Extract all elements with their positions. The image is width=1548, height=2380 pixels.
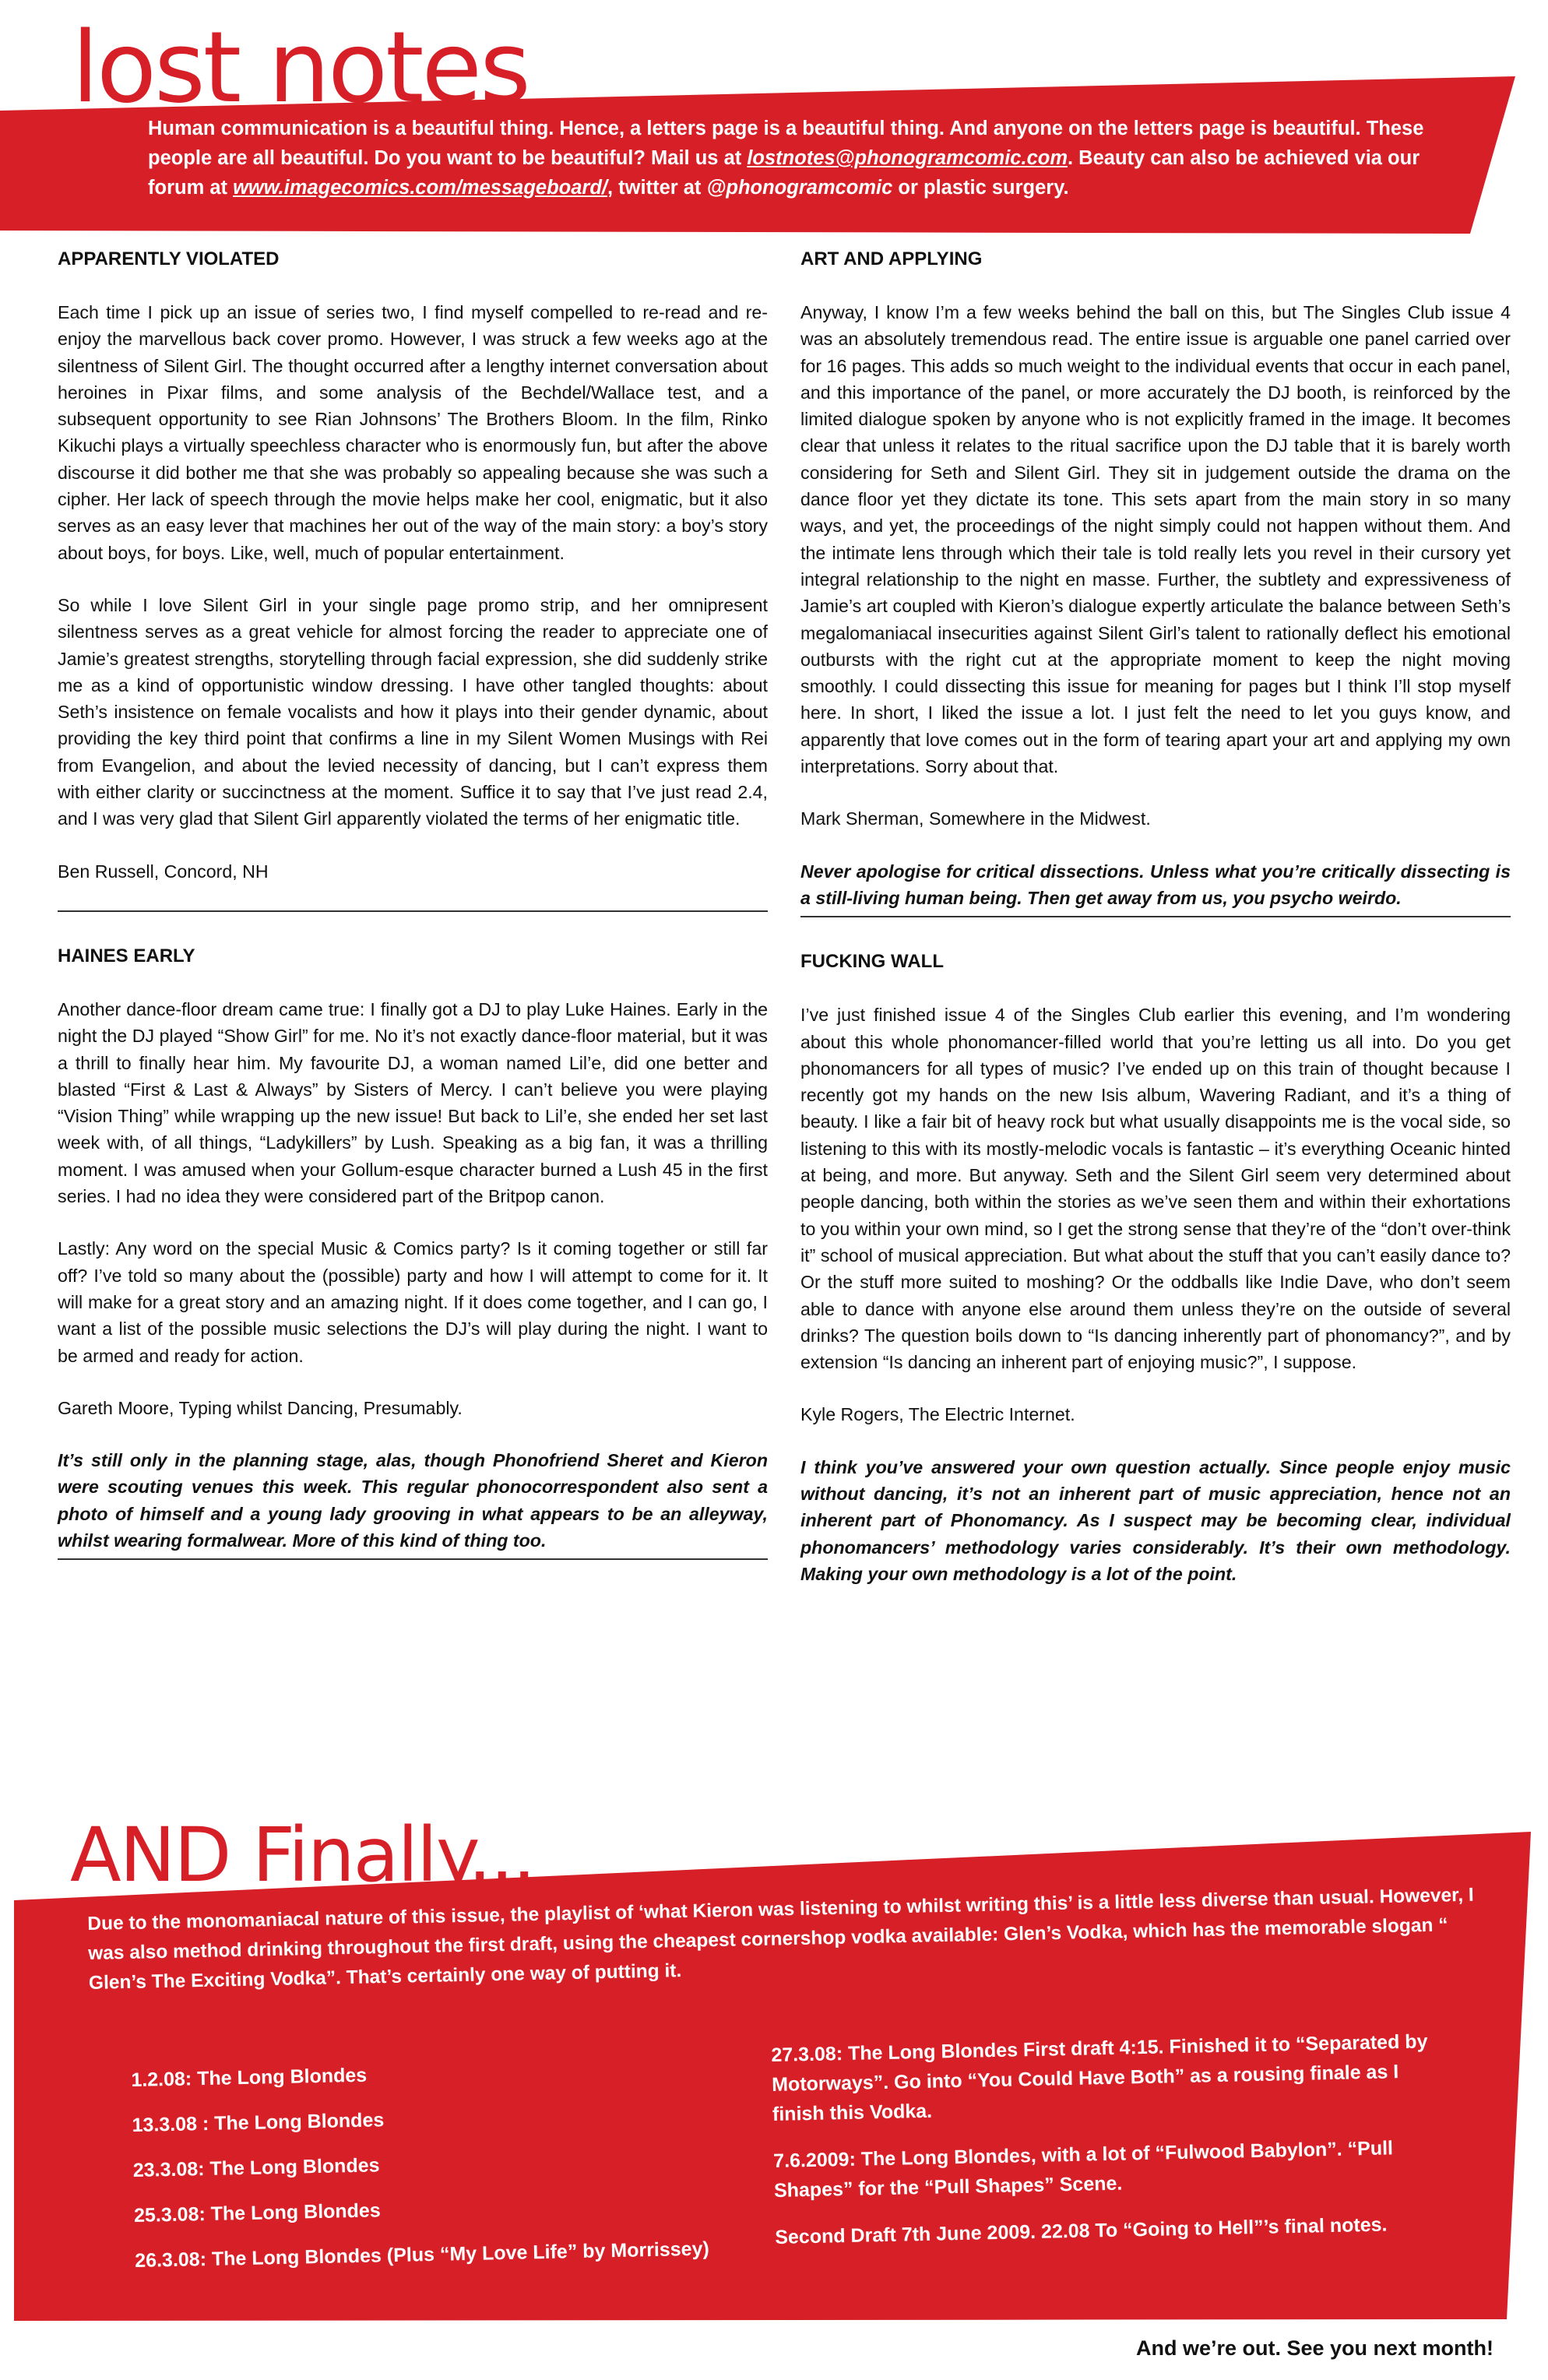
letter-title: ART AND APPLYING (800, 248, 983, 269)
section-divider (800, 916, 1511, 917)
header-intro (148, 114, 1433, 202)
playlist-entry: 1.2.08: The Long Blondes (131, 2064, 368, 2091)
intro-text: , twitter at (607, 177, 707, 199)
letter-paragraph: So while I love Silent Girl in your single page promo strip, and her omnipresent silentness serves as a great vehicle for almost forcing the reader to appreciate one of Jamie’s greatest strengths, storytelling through facial expression, she did suddenly strike me as a kind of opportunistic window dressing. I have other tangled thoughts: about Seth’s insistence on female vocalists and how it plays into their gender dynamic, about providing the key third point that confirms a line in my Silent Women Musings with Rei from Evangelion, and about the levied necessity of dancing, but I can’t express them with either clarity or succinctness at the moment. Suffice it to say that I’ve just read 2.4, and I was very glad that Silent Girl apparently violated the terms of her enigmatic title. (58, 594, 768, 829)
letter-paragraph: I’ve just finished issue 4 of the Singles Club earlier this evening, and I’m wondering about this whole phonomancer-filled world that you’re letting us all into. Do you get phonomancers for all types of music? I’ve ended up on this train of thought because I recently got my hands on the new Isis album, Wavering Radiant, and it’s a thing of beauty. I like a fair bit of heavy rock but what usually disappoints me is the vocal side, so listening to this with its mostly-melodic vocals is fantastic – it’s everything Oceanic hinted at being, and more. But anyway. Seth and the Silent Girl seem very determined about people dancing, both within the stories as we’ve seen them and within their exhortations to you within your own mind, so I get the strong sense that they’re of the “don’t over-think it” school of musical appreciation. But what about the stuff that you can’t easily dance to? Or the stuff more suited to moshing? Or the oddballs like Indie Dave, who don’t seem able to dance with anyone else around them unless they’re on the outside of several drinks? The question boils down to “Is dancing inherently part of phonomancy?”, and by extension “Is dancing an inherent part of enjoying music?”, I suppose. (800, 1005, 1511, 1373)
playlist-entry: 27.3.08: The Long Blondes First draft 4:15. Finished it to “Separated by Motorways”. Go into “You Could Have Both” as a rousing finale as I finish this Vodka. (771, 2030, 1428, 2125)
footer-signoff: And we’re out. See you next month! (1135, 2336, 1493, 2360)
letter-title: HAINES EARLY (58, 945, 195, 966)
editor-reply: I think you’ve answered your own question actually. Since people enjoy music without dancing, it’s not an inherent part of music appreciation, hence not an inherent part of Phonomancy. As I suspect may be becoming clear, individual phonomancers’ methodology varies considerably. It’s their own methodology. Making your own methodology is a lot of the point. (800, 1456, 1511, 1584)
letter-paragraph: Each time I pick up an issue of series two, I find myself compelled to re-read and re-enjoy the marvellous back cover promo. However, I was struck a few weeks ago at the silentness of Silent Girl. The thought occurred after a lengthy internet conversation about heroines in Pixar films, and some analysis of the Bechdel/Wallace test, and a subsequent opportunity to see Rian Johnsons’ The Brothers Bloom. In the film, Rinko Kikuchi plays a virtually speechless character who is enormously fun, but after the above discourse it did bother me that she was probably so appealing because she was such a cipher. Her lack of speech through the movie helps make her cool, enigmatic, but it also serves as an easy lever that machines her out of the way of the main story: a boy’s story about boys, for boys. Like, well, much of popular entertainment. (58, 302, 768, 563)
editor-reply: It’s still only in the planning stage, alas, though Phonofriend Sheret and Kieron were scouting venues this week. This regular phonocorrespondent also sent a photo of himself and a young lady grooving in what appears to be an alleyway, whilst wearing formalwear. More of this kind of thing too. (58, 1450, 768, 1551)
playlist-entry: 26.3.08: The Long Blondes (Plus “My Love Life” by Morrissey) (134, 2237, 710, 2272)
intro-text: or plastic surgery. (892, 177, 1069, 199)
letter-art-and-applying (800, 246, 1511, 917)
section-divider (58, 910, 768, 912)
page-title: lost notes (72, 10, 529, 125)
finally-intro: Due to the monomaniacal nature of this issue, the playlist of ‘what Kieron was listening to whilst writing this’ is a little less diverse than usual. However, I was also method drinking throughout the first draft, using the cheapest cornershop vodka available: Glen’s Vodka, which has the memorable slogan “ Glen’s The Exciting Vodka”. That’s certainly one way of putting it. (87, 1884, 1474, 1994)
letter-title: APPARENTLY VIOLATED (58, 248, 280, 269)
letter-signature: Kyle Rogers, The Electric Internet. (800, 1404, 1075, 1425)
right-column (800, 246, 1511, 1592)
letter-signature: Mark Sherman, Somewhere in the Midwest. (800, 808, 1151, 829)
forum-link[interactable]: www.imagecomics.com/messageboard/ (233, 177, 607, 199)
intro-text: Human communication is a beautiful thing. Hence, a letters page is a beautiful thing. And anyone on the letters page is beautiful. These people are all beautiful. Do you want to be beautiful? Mail us at (148, 118, 1424, 169)
intro-text: . Beauty can also be achieved via our forum at (148, 147, 1420, 199)
twitter-handle: @phonogramcomic (706, 177, 893, 199)
playlist-entry: 7.6.2009: The Long Blondes, with a lot of “Fulwood Babylon”. “Pull Shapes” for the “Pull Shapes” Scene. (772, 2137, 1394, 2202)
playlist-entry: 23.3.08: The Long Blondes (132, 2154, 380, 2181)
letter-haines-early (58, 943, 768, 1560)
letter-body (58, 996, 768, 1369)
letter-body (58, 299, 768, 833)
letter-body (800, 1002, 1511, 1375)
playlist-entry: 25.3.08: The Long Blondes (133, 2199, 381, 2227)
playlist-entry: 13.3.08 : The Long Blondes (132, 2109, 385, 2136)
playlist-entry: Second Draft 7th June 2009. 22.08 To “Going to Hell”’s final notes. (775, 2213, 1388, 2248)
letter-paragraph: Lastly: Any word on the special Music & Comics party? Is it coming together or still far off? I’ve told so many about the (possible) party and how I will attempt to come for it. It will make for a great story and an amazing night. If it does come together, and I can go, I want a list of the possible music selections the DJ’s will play during the night. I want to be armed and ready for action. (58, 1238, 768, 1366)
letter-paragraph: Another dance-floor dream came true: I finally got a DJ to play Luke Haines. Early in the night the DJ played “Show Girl” for me. No it’s not exactly dance-floor material, but it was a thrill to finally hear him. My favourite DJ, a woman named Lil’e, did one better and blasted “First & Last & Always” by Sisters of Mercy. I can’t believe you were playing “Vision Thing” while wrapping up the new issue! But back to Lil’e, she ended her set last week with, of all things, “Ladykillers” by Lush. Speaking as a big fan, it was a thrilling moment. I was amused when your Gollum-esque character burned a Lush 45 in the first series. I had no idea they were considered part of the Britpop canon. (58, 998, 768, 1207)
letter-title: FUCKING WALL (800, 951, 944, 973)
letter-fucking-wall (800, 949, 1511, 1587)
email-link[interactable]: lostnotes@phonogramcomic.com (747, 147, 1068, 169)
letter-apparently-violated (58, 246, 768, 912)
playlist-left (131, 2053, 727, 2291)
letter-body (800, 299, 1511, 780)
left-column (58, 246, 768, 1591)
playlist-right (771, 2026, 1453, 2269)
letter-signature: Ben Russell, Concord, NH (58, 861, 269, 882)
editor-reply: Never apologise for critical dissections. Unless what you’re critically dissecting is a still-living human being. Then get away from us, you psycho weirdo. (800, 861, 1511, 908)
finally-title: AND Finally... (70, 1811, 535, 1899)
letter-signature: Gareth Moore, Typing whilst Dancing, Presumably. (58, 1397, 463, 1418)
letter-paragraph: Anyway, I know I’m a few weeks behind the ball on this, but The Singles Club issue 4 was an absolutely tremendous read. The entire issue is arguable one panel carried over for 16 pages. This adds so much weight to the individual events that occur in each panel, and this importance of the panel, or more accurately the DJ booth, is reinforced by the limited dialogue spoken by anyone who is not explicitly framed in the image. It becomes clear that unless it relates to the ritual sacrifice upon the DJ table that it is barely worth considering for Seth and Silent Girl. They sit in judgement outside the drama on the dance floor yet they dictate its tone. This sets apart from the main story in so many ways, and yet, the proceedings of the night simply could not happen without them. And the intimate lens through which their tale is told really lets you revel in their cursory yet integral relationship to the night en masse. Further, the subtlety and expressiveness of Jamie’s art coupled with Kieron’s dialogue expertly articulate the balance between Seth’s megalomaniacal insecurities against Silent Girl’s talent to rationally deflect his emotional outbursts with the right cut at the appropriate moment to keep the night moving smoothly. I could dissecting this issue for meaning for pages but I think I’ll stop myself here. In short, I liked the issue a lot. I just felt the need to let you guys know, and apparently that love comes out in the form of tearing apart your art and applying my own interpretations. Sorry about that. (800, 302, 1511, 777)
section-divider (58, 1558, 768, 1560)
